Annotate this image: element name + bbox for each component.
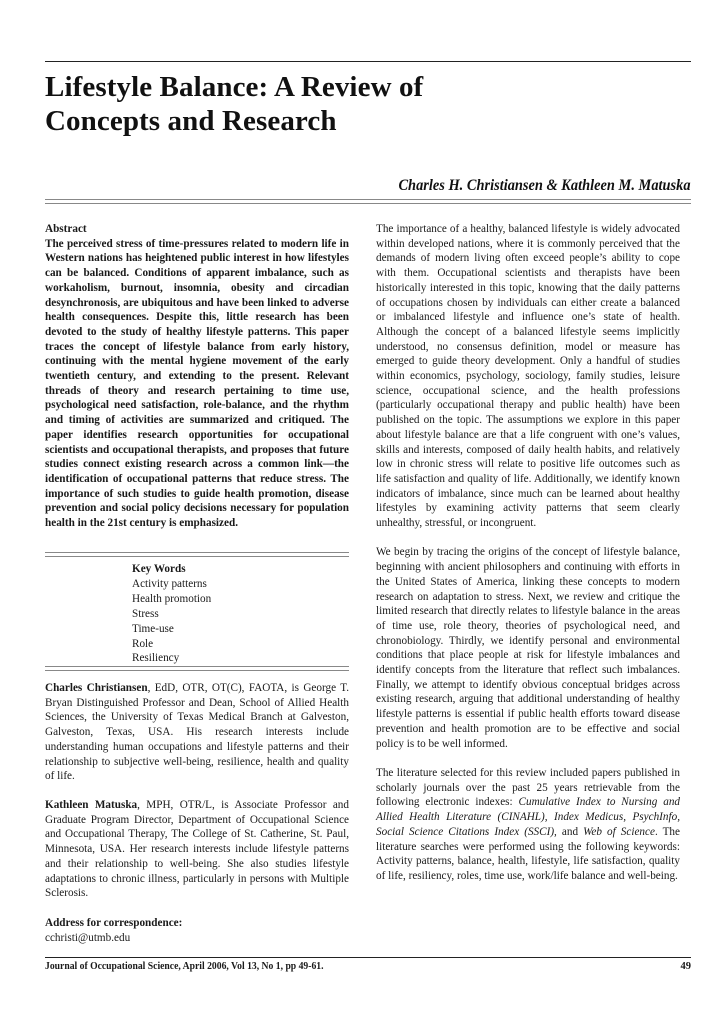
authors-divider [45,199,691,204]
keyword-item: Resiliency [132,652,180,665]
body-paragraph-2: We begin by tracing the origins of the concept of lifestyle balance, beginning with ancient philosophers and continuing with efforts in the United States of America, linking these concepts to modern research on adaptation to stress. Next, we review and critique the limited research that directly relates to lifestyle balance in the areas of time use, role theory, theories of psychological need, and chronobiology. Thirdly, we identify personal and environmental conditions that place people at risk for lifestyle imbalances and identify concepts from the literature that reflect such imbalances. Finally, we attempt to identify obvious conceptual bridges across existing research, arguing that additional understanding of healthy lifestyle patterns is essential if public health efforts toward disease prevention and health promotion are to be effective and social policy is to be well informed. [376,546,680,750]
keyword-item: Activity patterns [132,577,207,590]
keyword-item: Stress [132,607,159,620]
body-text [376,222,680,884]
top-rule [45,61,691,62]
bio-name: Charles Christiansen [45,682,148,694]
abstract-body: The perceived stress of time-pressures related to modern life in Western nations has heightened public interest in how lifestyles can be balanced. Conditions of apparent imbalance, such as workaholism, burnout, insomnia, obesity and circadian desynchronosis, are ubiquitous and have been linked to adverse health consequences. Despite this, little research has been devoted to the study of healthy lifestyle patterns. This paper traces the concept of lifestyle balance from early history, continuing with the mental hygiene movement of the early twentieth century, and extending to the present. Relevant threads of theory and research pertaining to time use, psychological need satisfaction, role-balance, and the rhythm and timing of activities are summarized and critiqued. The paper identifies research opportunities for occupational scientists and occupational therapists, and proposes that future studies connect existing research across a common link—the identification of occupational patterns that reduce stress. The importance of such studies to guide health promotion, disease prevention and social policy decisions necessary for population health in the 21st century is emphasized. [45,237,349,530]
p3-text-after: . The literature searches were performed using the following keywords: Activity patterns, balance, health, lifestyle, life satisfaction, quality of life, resiliency, roles, time use, work/life balance and well-being. [376,825,680,882]
body-paragraph-1: The importance of a healthy, balanced lifestyle is widely advocated within developed nations, where it is commonly perceived that the demands of modern living often exceed people’s ability to cope with them. Occupational scientists and therapists have been historically interested in this topic, knowing that the daily patterns of occupations chosen by individuals can either create a balanced or imbalanced lifestyle and influence one’s state of health. Although the concept of a balanced lifestyle seems implicitly understood, no consensus definition, model or measure has emerged to guide theory development. Only a handful of studies within economics, psychology, sociology, family studies, leisure science, occupational science, and the health professions (particularly occupational therapy and public health) have been published on the topic. The assumptions we explore in this paper about lifestyle balance are that a life congruent with one’s values, skills and interests, composed of daily health habits, and relatively low in chronic stress will relate to positive life outcomes such as life satisfaction and quality of life. Additionally, we identify known indicators of imbalance, since much can be learned about healthy lifestyles by examining activity patterns that seem clearly unhealthy, stressful, or incongruent. [376,223,680,530]
bio-text: , MPH, OTR/L, is Associate Professor and Graduate Program Director, Department of Occupational Science and Occupational Therapy, The College of St. Catherine, St. Paul, Minnesota, USA. Her research interests include lifestyle patterns and their relationship to well-being. She also studies lifestyle adaptations to chronic illness, particularly in persons with Multiple Sclerosis. [45,799,349,900]
bio-name: Kathleen Matuska [45,799,138,811]
author-bio-matuska [45,798,349,901]
abstract-heading: Abstract [45,223,87,235]
page-number: 49 [680,961,691,972]
correspondence-section [45,916,349,945]
authors-line: Charles H. Christiansen & Kathleen M. Matuska [398,177,691,194]
bio-text: , EdD, OTR, OT(C), FAOTA, is George T. Bryan Distinguished Professor and Dean, School of Allied Health Sciences, the University of Texas Medical Branch at Galveston, Galveston, Texas, USA. His research interests include understanding human occupations and lifestyle patterns and their relationship to subjective well-being, resilience, health and quality of life. [45,682,349,783]
correspondence-heading: Address for correspondence: [45,917,183,929]
p3-text-middle: and [556,825,584,838]
p3-text-before: The literature selected for this review included papers published in scholarly journals over the past 25 years retrievable from the following electronic indexes: [376,766,680,809]
article-title [45,70,691,138]
correspondence-email[interactable]: cchristi@utmb.edu [45,931,131,944]
journal-citation: Journal of Occupational Science, April 2006, Vol 13, No 1, pp 49-61. [45,961,324,972]
p3-index-wos: Web of Science [583,825,655,838]
keywords-list [132,577,211,666]
keywords-bottom-divider [45,666,349,671]
keyword-item: Time-use [132,622,174,635]
footer-rule [45,957,691,958]
p3-index-list: Cumulative Index to Nursing and Allied Health Literature (CINAHL), Index Medicus, PsychInfo, Social Science Citations Index (SSCI), [376,796,681,838]
title-line-1: Lifestyle Balance: A Review of [45,71,424,103]
keywords-box [132,562,211,666]
title-line-2: Concepts and Research [45,105,337,137]
keywords-heading: Key Words [132,563,186,575]
abstract-section [45,222,349,531]
keyword-item: Role [132,637,154,650]
body-paragraph-3 [376,766,680,884]
keywords-top-divider [45,552,349,557]
author-bio-christiansen [45,681,349,784]
keyword-item: Health promotion [132,592,212,605]
